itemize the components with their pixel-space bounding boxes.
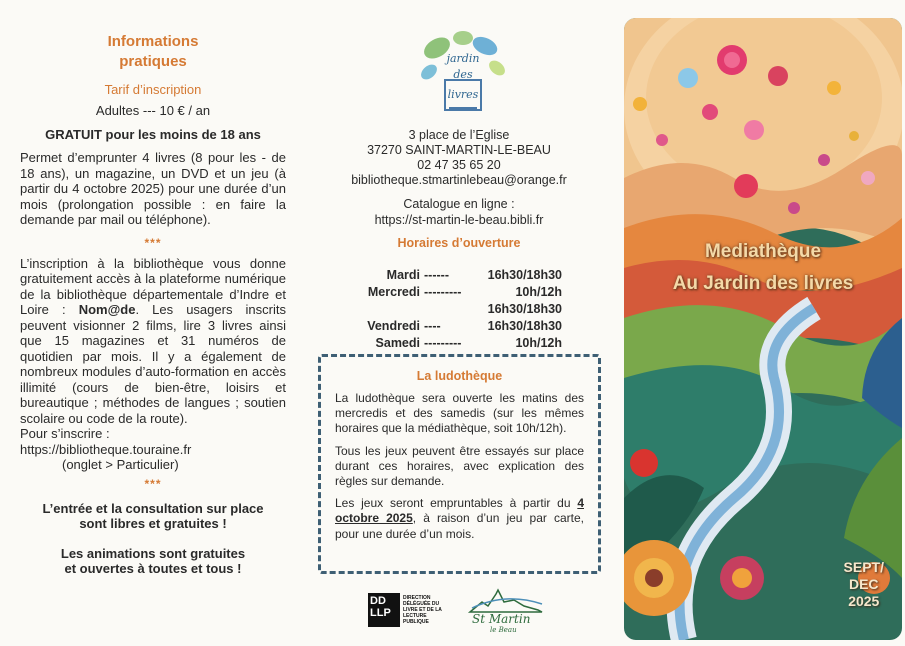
nomade-text-part1: L’inscription à la bibliothèque vous donne gratuitement accès à la plateforme numérique de la bibliothèque départementale d’Indre et Loire : xyxy=(20,255,286,317)
hours-dash: ---- xyxy=(424,319,441,333)
signup-url[interactable]: https://bibliotheque.touraine.fr xyxy=(20,441,192,457)
ddllp-text: DIRECTION DÉLÉGUÉE DU LIVRE ET DE LA LECTURE PUBLIQUE xyxy=(403,595,442,625)
partner-logos xyxy=(368,588,568,636)
cover-artwork xyxy=(624,18,902,640)
ludotheque-title: La ludothèque xyxy=(416,369,503,383)
ddllp-mark: DD LLP xyxy=(368,593,400,627)
ludotheque-date: 4 octobre 2025 xyxy=(335,496,584,526)
ludotheque-text: , à raison d’un jeu par carte, pour une durée d’un mois. xyxy=(335,511,584,541)
hours-dash: --------- xyxy=(424,336,462,350)
animations-line1: Les animations sont gratuites xyxy=(60,545,246,561)
svg-text:jardin: jardin xyxy=(446,52,480,65)
cover-title-line1: Mediathèque xyxy=(704,241,822,262)
hours-row xyxy=(362,301,562,318)
ddllp-logo xyxy=(368,592,452,628)
info-title-line1: Informations xyxy=(107,33,199,50)
hours-dash: ------ xyxy=(424,268,449,282)
hours-time: 16h30/18h30 xyxy=(487,302,562,316)
signup-label: Pour s’inscrire : xyxy=(20,426,110,441)
paper-garden-illustration xyxy=(624,18,902,640)
nomade-name: Nom@de xyxy=(78,302,136,317)
phone-number[interactable]: 02 47 35 65 20 xyxy=(417,158,501,172)
animations-line2: et ouvertes à toutes et tous ! xyxy=(64,561,242,576)
library-logo-icon xyxy=(415,28,511,116)
ludotheque-box xyxy=(318,354,601,574)
hours-time: 10h/12h xyxy=(515,285,562,299)
nomade-text-part2: . Les usagers inscrits peuvent visionner 2 films, lire 3 livres ainsi que 15 magazines et 31 numéros de quotidien par mois. Il y a également de nombreux modules d’auto-formation en accès illimité (cours de bien-être, loisirs et bureautique ; méthodes de langues ; soutien scolaire ou code de la route). xyxy=(20,302,286,426)
village-silhouette-icon xyxy=(466,588,546,614)
catalog-url[interactable]: https://st-martin-le-beau.bibli.fr xyxy=(374,213,544,227)
hours-time: 10h/12h xyxy=(515,336,562,350)
address-block xyxy=(300,128,618,188)
hours-title: Horaires d’ouverture xyxy=(397,236,521,250)
separator-stars: *** xyxy=(144,235,162,250)
adult-price: Adultes --- 10 € / an xyxy=(95,103,211,118)
info-panel xyxy=(0,0,300,646)
signup-tab: (onglet > Particulier) xyxy=(62,457,179,472)
email-address[interactable]: bibliotheque.stmartinlebeau@orange.fr xyxy=(351,173,567,187)
hours-dash: --------- xyxy=(424,285,462,299)
hours-dash xyxy=(424,301,488,318)
hours-day: Mercredi xyxy=(367,285,420,299)
hours-row xyxy=(362,284,562,301)
hours-table xyxy=(362,267,562,352)
address-line2: 37270 SAINT-MARTIN-LE-BEAU xyxy=(367,143,551,157)
hours-time: 16h30/18h30 xyxy=(487,319,562,333)
hours-day xyxy=(362,301,424,318)
free-minors: GRATUIT pour les moins de 18 ans xyxy=(45,126,261,142)
cover-title-line2: Au Jardin des livres xyxy=(672,273,854,294)
stmartin-logo xyxy=(466,588,546,636)
library-logo xyxy=(415,28,511,116)
hours-day: Mardi xyxy=(386,268,420,282)
stmartin-sub: le Beau xyxy=(490,626,517,634)
ludotheque-paragraph: Tous les jeux peuvent être essayés sur place durant ces horaires, avec explication des règles sur demande. xyxy=(335,443,584,489)
separator-stars: *** xyxy=(144,476,162,491)
ludotheque-text: Les jeux seront empruntables à partir du xyxy=(335,496,578,511)
info-title xyxy=(20,32,286,72)
ludotheque-paragraph xyxy=(335,496,584,542)
animations xyxy=(20,546,286,577)
cover-panel xyxy=(624,0,904,646)
hours-row xyxy=(362,335,562,352)
permit-text: Permet d’emprunter 4 livres (8 pour les - de 18 ans), un magazine, un DVD et un jeu (à partir du 4 octobre 2025) pour une durée d’un mois (prolongation possible : en faire la demande par mail ou téléphone). xyxy=(20,150,286,227)
hours-time: 16h30/18h30 xyxy=(487,268,562,282)
cover-date-line1: SEPT/ xyxy=(843,559,884,575)
cover-date xyxy=(844,559,884,610)
hours-row xyxy=(362,267,562,284)
hours-day: Samedi xyxy=(375,336,420,350)
contact-panel xyxy=(300,0,618,646)
catalog-label: Catalogue en ligne : xyxy=(403,197,515,211)
free-entry-line2: sont libres et gratuites ! xyxy=(79,516,227,531)
tarif-label: Tarif d’inscription xyxy=(104,82,202,97)
nomade-text xyxy=(20,256,286,427)
hours-row xyxy=(362,318,562,335)
ludotheque-paragraph: La ludothèque sera ouverte les matins des mercredis et des samedis (sur les mêmes horaires que la médiathèque, soit 10h/12h). xyxy=(335,391,584,436)
free-entry-line1: L’entrée et la consultation sur place xyxy=(42,500,264,516)
catalog-block xyxy=(300,196,618,228)
svg-text:des: des xyxy=(453,68,473,81)
stmartin-name: St Martin xyxy=(472,612,531,626)
svg-text:livres: livres xyxy=(447,88,479,101)
info-title-line2: pratiques xyxy=(119,53,187,70)
cover-date-line3: 2025 xyxy=(848,593,880,609)
hours-day: Vendredi xyxy=(367,319,420,333)
free-entry xyxy=(20,501,286,532)
cover-date-line2: DEC xyxy=(848,576,879,592)
address-line1: 3 place de l’Eglise xyxy=(408,128,510,142)
